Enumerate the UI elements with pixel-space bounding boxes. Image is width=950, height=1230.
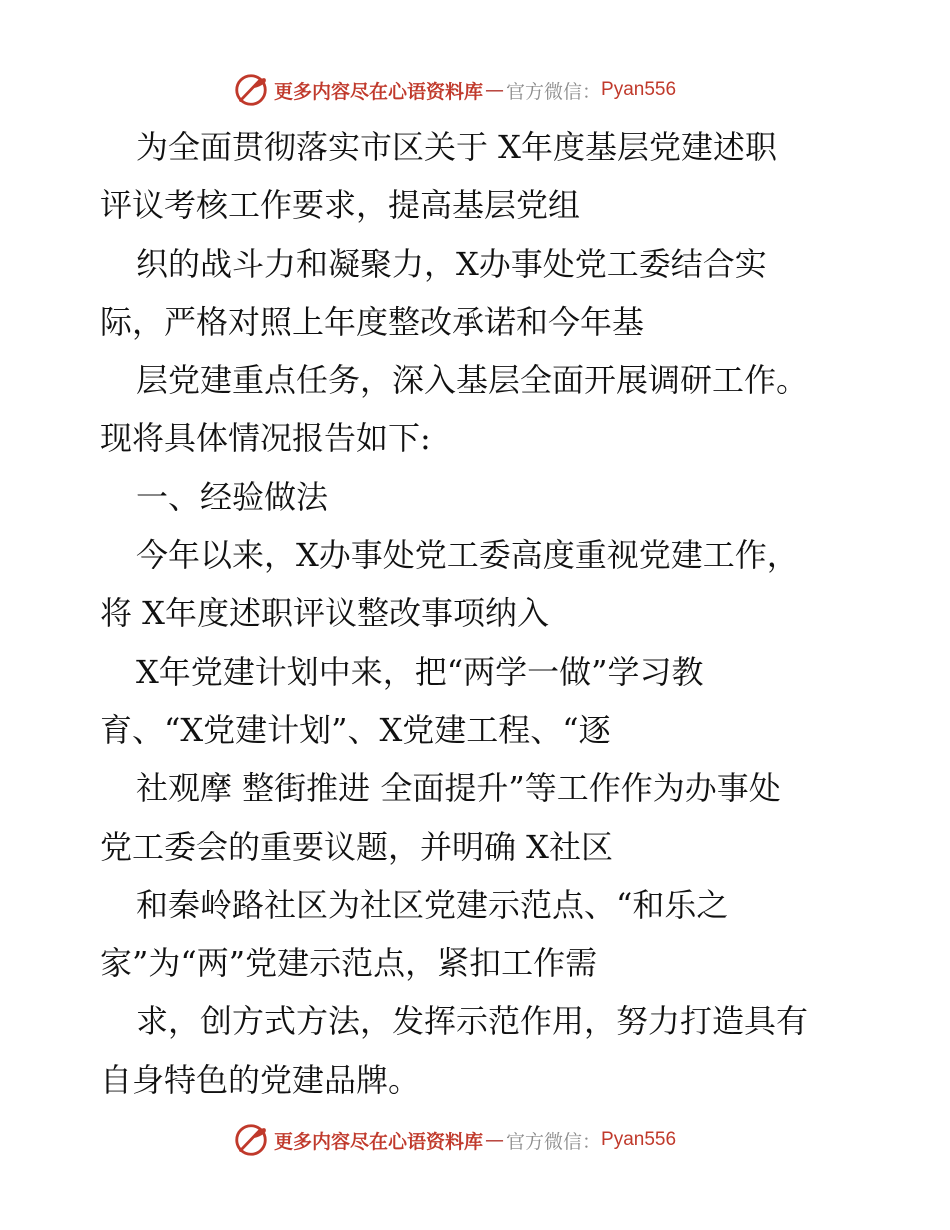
text-line: 评议考核工作要求，提高基层党组	[100, 186, 581, 225]
quill-logo-icon	[232, 1121, 270, 1159]
section-heading: 一、经验做法	[136, 477, 329, 516]
quill-logo-icon	[232, 71, 270, 109]
text-line: 自身特色的党建品牌。	[100, 1060, 421, 1099]
text-line: 家”为“两”党建示范点，紧扣工作需	[100, 944, 598, 983]
text-line: 求，创方式方法，发挥示范作用，努力打造具有	[136, 1002, 809, 1041]
text-line: 织的战斗力和凝聚力，X办事处党工委结合实	[136, 244, 767, 283]
document-body	[100, 118, 880, 1109]
header-watermark	[232, 70, 752, 110]
watermark-brand: 更多内容尽在心语资料库	[274, 80, 484, 103]
watermark-handle: Pyan556	[601, 79, 677, 100]
watermark-label: 官方微信：	[506, 1130, 602, 1153]
text-line: 今年以来，X办事处党工委高度重视党建工作，	[136, 536, 799, 575]
text-line: 现将具体情况报告如下:	[100, 419, 431, 458]
text-line: X年党建计划中来，把“两学一做”学习教	[136, 652, 704, 691]
text-line: 育、“X党建计划”、X党建工程、“逐	[100, 710, 611, 749]
text-line: 党工委会的重要议题，并明确 X社区	[100, 827, 613, 866]
text-line: 为全面贯彻落实市区关于 X年度基层党建述职	[136, 128, 777, 166]
text-line: 和秦岭路社区为社区党建示范点、“和乐之	[136, 885, 729, 924]
text-line: 社观摩 整街推进 全面提升”等工作作为办事处	[136, 769, 781, 808]
text-line: 际，严格对照上年度整改承诺和今年基	[100, 302, 645, 341]
watermark-dash: —	[485, 1129, 505, 1151]
watermark-handle: Pyan556	[601, 1129, 677, 1150]
text-line: 层党建重点任务，深入基层全面开展调研工作。	[136, 361, 809, 400]
watermark-dash: —	[485, 79, 505, 101]
footer-watermark	[232, 1120, 752, 1160]
watermark-brand: 更多内容尽在心语资料库	[274, 1130, 484, 1153]
text-line: 将 X年度述职评议整改事项纳入	[100, 594, 549, 633]
watermark-label: 官方微信：	[506, 80, 602, 103]
